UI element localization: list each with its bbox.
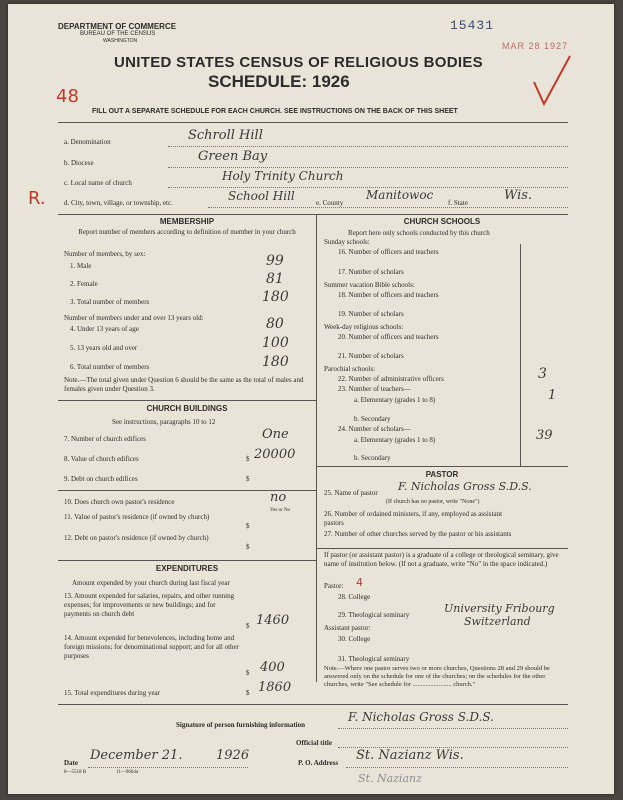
state-value: Wis.: [504, 188, 533, 203]
benevolences-value: 400: [260, 660, 285, 675]
dollar-sign: $: [246, 522, 250, 530]
signature-value: F. Nicholas Gross S.D.S.: [348, 710, 494, 724]
instruction-line: FILL OUT A SEPARATE SCHEDULE FOR EACH CHURCH. SEE INSTRUCTIONS ON THE BACK OF THIS SHEET: [92, 108, 458, 115]
denomination-value: Schroll Hill: [188, 128, 263, 143]
male-value: 99: [266, 253, 284, 269]
pastor-heading: PASTOR: [425, 470, 459, 479]
dollar-sign: $: [246, 543, 250, 551]
under-13-value: 80: [266, 316, 284, 332]
edifices-value: One: [262, 427, 289, 442]
q17-label: 17. Number of scholars: [338, 268, 404, 276]
line: [338, 728, 568, 729]
divider: [58, 122, 568, 123]
total-members-2-label: 6. Total number of members: [70, 363, 150, 371]
q23a-value: 1: [548, 388, 557, 403]
q20-label: 20. Number of officers and teachers: [338, 333, 439, 341]
bureau-line: BUREAU OF THE CENSUS: [80, 31, 156, 37]
form-number: 8—5518 B: [64, 770, 87, 775]
county-value: Manitowoc: [366, 188, 434, 202]
running-expenses-label: 13. Amount expended for salaries, repairs, and other running expenses; for improvements or new buildings; and for payments on church debt: [64, 592, 235, 618]
q21-label: 21. Number of scholars: [338, 352, 404, 360]
serial-number: 15431: [450, 18, 495, 33]
date-label: Date: [64, 759, 78, 767]
membership-heading: MEMBERSHIP: [159, 217, 215, 226]
line: [88, 767, 248, 768]
schedule-title: SCHEDULE: 1926: [208, 72, 350, 91]
total-expenditures-value: 1860: [258, 680, 292, 695]
diocese-label: b. Diocese: [64, 159, 94, 167]
city-value: School Hill: [228, 189, 295, 203]
running-expenses-value: 1460: [256, 613, 290, 628]
church-name-label: c. Local name of church: [64, 179, 132, 187]
q24a-label: a. Elementary (grades 1 to 8): [354, 436, 436, 444]
dollar-sign: $: [246, 669, 250, 677]
church-name-value: Holy Trinity Church: [222, 169, 344, 183]
dollar-sign: $: [246, 455, 250, 463]
census-schedule-form: [8, 4, 614, 794]
yes-no-hint: Yes or No: [270, 508, 291, 513]
q23b-label: b. Secondary: [354, 415, 391, 423]
q24-label: 24. Number of scholars—: [338, 425, 411, 433]
red-check-mark: [528, 52, 574, 110]
q24a-value: 39: [536, 428, 553, 443]
membership-intro: Report number of members according to definition of member in your church: [78, 228, 296, 236]
edifice-value-label: 8. Value of church edifices: [64, 455, 139, 463]
by-sex-label: Number of members, by sex:: [64, 250, 146, 258]
weekday-label: Week-day religious schools:: [324, 323, 404, 331]
seminary-label: 29. Theological seminary: [338, 611, 410, 619]
q24b-label: b. Secondary: [354, 454, 391, 462]
date-year: 1926: [216, 748, 250, 763]
graduate-note: If pastor (or assistant pastor) is a graduate of a college or theological seminary, give name of institution below. (If not a graduate, write "No" in the space indicated.): [324, 551, 559, 568]
po-address-value: St. Nazianz Wis.: [356, 748, 464, 763]
pastor-name-note: (If church has no pastor, write "None"): [386, 499, 480, 505]
under-13-label: 4. Under 13 years of age: [70, 325, 139, 333]
divider: [316, 466, 568, 467]
female-label: 2. Female: [70, 280, 98, 288]
answer-column-line: [520, 244, 521, 466]
schools-heading: CHURCH SCHOOLS: [403, 217, 481, 226]
seminary-value: University Fribourg: [444, 602, 555, 615]
residence-debt-label: 12. Debt on pastor's residence (if owned by church): [64, 534, 209, 542]
edifice-value: 20000: [254, 447, 296, 462]
pastor-note: Note.—Where one pastor serves two or more churches, Questions 28 and 29 should be answered only on the schedule for one of the churches; on the schedules for the other churches, write "See schedule for ........................ church.": [324, 665, 550, 688]
pastor-name-value: F. Nicholas Gross S.D.S.: [398, 480, 532, 493]
pastor-grad-label: Pastor:: [324, 582, 344, 590]
female-value: 81: [266, 271, 284, 287]
vacation-label: Summer vacation Bible schools:: [324, 281, 415, 289]
total-members-2-value: 180: [262, 354, 289, 370]
expenditures-heading: EXPENDITURES: [155, 564, 219, 573]
date-value: December 21.: [90, 748, 183, 763]
city-line: WASHINGTON: [103, 38, 138, 44]
city-label: d. City, town, village, or township, etc.: [64, 199, 173, 207]
divider: [58, 704, 568, 705]
q23-label: 23. Number of teachers—: [338, 385, 411, 393]
dollar-sign: $: [246, 689, 250, 697]
form-title: UNITED STATES CENSUS OF RELIGIOUS BODIES: [114, 54, 483, 71]
department-line: DEPARTMENT OF COMMERCE: [58, 22, 177, 31]
margin-mark: R.: [28, 188, 46, 209]
buildings-heading: CHURCH BUILDINGS: [146, 404, 228, 413]
divider: [316, 548, 568, 549]
age-intro: Number of members under and over 13 years old:: [64, 314, 204, 322]
assistant-pastor-label: Assistant pastor:: [324, 624, 371, 632]
membership-note: Note.—The total given under Question 6 should be the same as the total of males and females given under Question 3.: [64, 376, 304, 393]
dollar-sign: $: [246, 475, 250, 483]
margin-number: 48: [56, 86, 79, 107]
q19-label: 19. Number of scholars: [338, 310, 404, 318]
parochial-label: Parochial schools:: [324, 365, 376, 373]
residence-label: 10. Does church own pastor's residence: [64, 498, 175, 506]
signature-label: Signature of person furnishing information: [176, 721, 305, 729]
benevolences-label: 14. Amount expended for benevolences, including home and foreign missions; for denominational support; and for all other purposes: [64, 634, 239, 660]
total-members-value: 180: [262, 289, 289, 305]
total-members-label: 3. Total number of members: [70, 298, 150, 306]
po-address-pencil: St. Nazianz: [358, 772, 422, 785]
q23a-label: a. Elementary (grades 1 to 8): [354, 396, 436, 404]
divider: [58, 400, 316, 401]
q22-value: 3: [538, 366, 547, 382]
line: [346, 767, 568, 768]
assistant-seminary-label: 31. Theological seminary: [338, 655, 410, 663]
diocese-value: Green Bay: [198, 149, 268, 164]
pastor-grad-mark: 4: [356, 576, 363, 589]
denomination-label: a. Denomination: [64, 138, 111, 146]
po-address-label: P. O. Address: [298, 759, 339, 767]
over-13-label: 5. 13 years old and over: [70, 344, 138, 352]
line: [168, 167, 568, 168]
line: [208, 207, 568, 208]
over-13-value: 100: [262, 335, 289, 351]
residence-value: no: [270, 490, 287, 505]
edifices-label: 7. Number of church edifices: [64, 435, 146, 443]
q18-label: 18. Number of officers and teachers: [338, 291, 439, 299]
print-number: 11—9664a: [116, 770, 139, 775]
seminary-country: Switzerland: [464, 615, 531, 628]
received-stamp: MAR 28 1927: [502, 41, 569, 51]
assistant-ministers-label: 26. Number of ordained ministers, if any, employed as assistant pastors: [324, 510, 503, 527]
sunday-label: Sunday schools:: [324, 238, 370, 246]
male-label: 1. Male: [70, 262, 92, 270]
residence-value-label: 11. Value of pastor's residence (if owned by church): [64, 513, 210, 521]
edifice-debt-label: 9. Debt on church edifices: [64, 475, 138, 483]
county-label: e. County: [316, 199, 344, 207]
other-churches-label: 27. Number of other churches served by the pastor or his assistants: [324, 530, 512, 538]
college-label: 28. College: [338, 593, 371, 601]
assistant-college-label: 30. College: [338, 635, 371, 643]
total-expenditures-label: 15. Total expenditures during year: [64, 689, 160, 697]
q22-label: 22. Number of administrative officers: [338, 375, 444, 383]
official-title-label: Official title: [296, 739, 332, 747]
pastor-name-label: 25. Name of pastor: [324, 489, 378, 497]
line: [168, 146, 568, 147]
q16-label: 16. Number of officers and teachers: [338, 248, 439, 256]
divider: [58, 214, 568, 215]
schools-intro: Report here only schools conducted by this church: [348, 229, 490, 237]
state-label: f. State: [448, 199, 468, 207]
buildings-see: See instructions, paragraphs 10 to 12: [112, 418, 216, 426]
dollar-sign: $: [246, 622, 250, 630]
column-divider: [316, 214, 317, 682]
expenditures-intro: Amount expended by your church during last fiscal year: [72, 579, 230, 587]
divider: [58, 560, 316, 561]
